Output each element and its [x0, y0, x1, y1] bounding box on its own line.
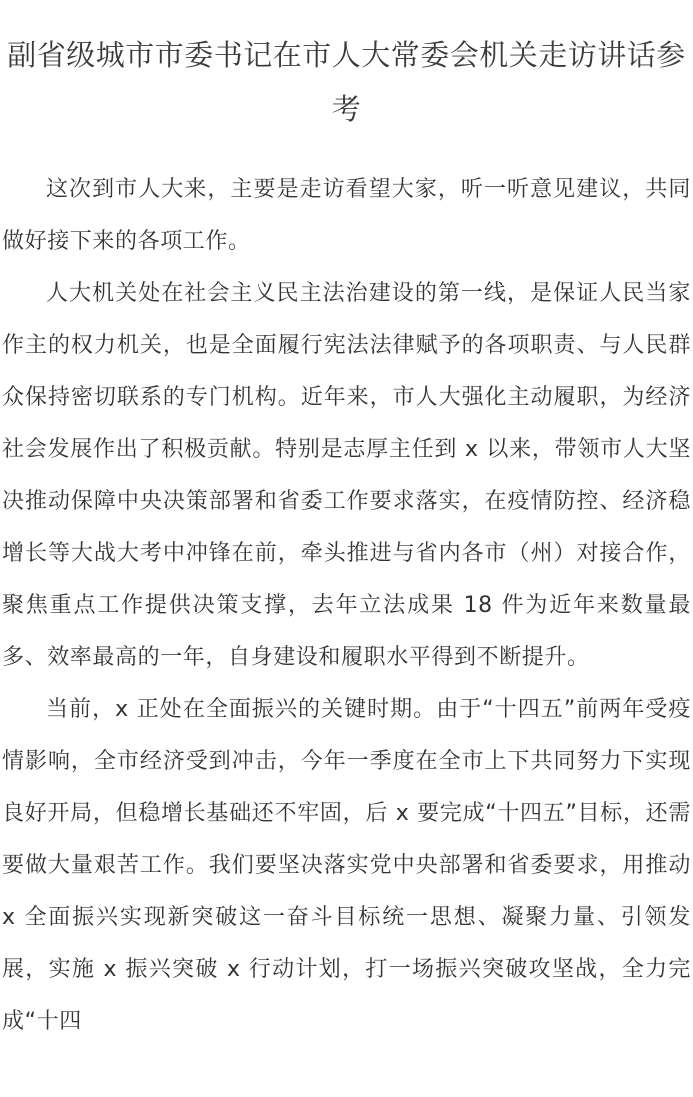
- paragraph-1: 这次到市人大来，主要是走访看望大家，听一听意见建议，共同做好接下来的各项工作。: [2, 177, 691, 254]
- document-body: [2, 164, 691, 1048]
- paragraph-2: 人大机关处在社会主义民主法治建设的第一线，是保证人民当家作主的权力机关，也是全面履行宪法法律赋予的各项职责、与人民群众保持密切联系的专门机构。近年来，市人大强化主动履职，为经济社会发展作出了积极贡献。特别是志厚主任到 x 以来，带领市人大坚决推动保障中央决策部署和省委工作要求落实，在疫情防控、经济稳增长等大战大考中冲锋在前，牵头推进与省内各市（州）对接合作，聚焦重点工作提供决策支撑，去年立法成果 18 件为近年来数量最多、效率最高的一年，自身建设和履职水平得到不断提升。: [2, 281, 691, 670]
- document-title: 副省级城市市委书记在市人大常委会机关走访讲话参考: [7, 38, 686, 126]
- paragraph-3: 当前，x 正处在全面振兴的关键时期。由于“十四五”前两年受疫情影响，全市经济受到冲击，今年一季度在全市上下共同努力下实现良好开局，但稳增长基础还不牢固，后 x 要完成“十四五”目标，还需要做大量艰苦工作。我们要坚决落实党中央部署和省委要求，用推动 x 全面振兴实现新突破这一奋斗目标统一思想、凝聚力量、引领发展，实施 x 振兴突破 x 行动计划，打一场振兴突破攻坚战，全力完成“十四: [2, 697, 691, 1034]
